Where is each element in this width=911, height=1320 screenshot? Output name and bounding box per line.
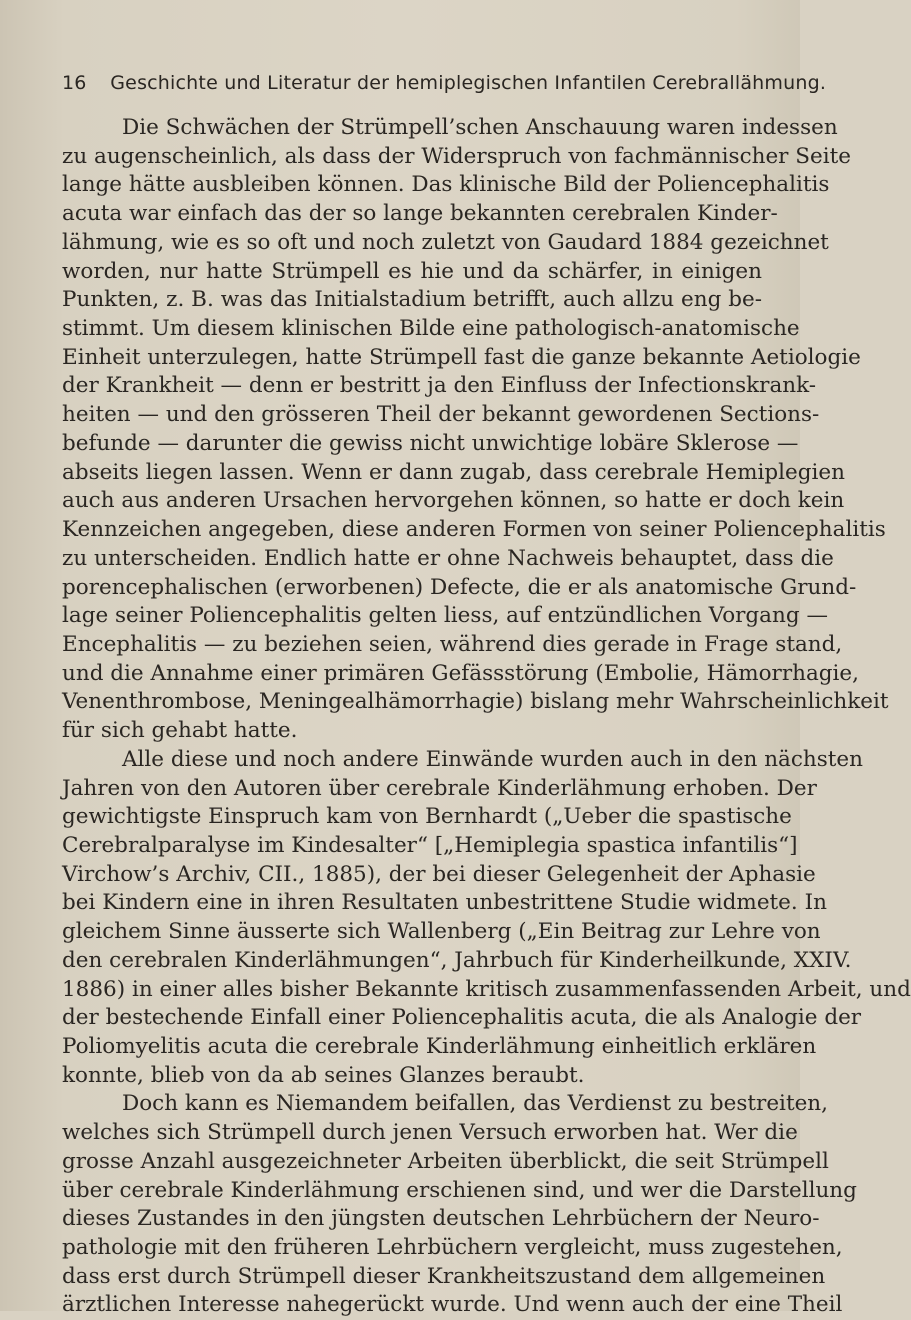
text-line: zu augenscheinlich, als dass der Widerspruch von fachmännischer Seite [62, 143, 851, 169]
text-line: zu unterscheiden. Endlich hatte er ohne Nachweis behauptet, dass die [62, 545, 834, 571]
text-line: Alle diese und noch andere Einwände wurden auch in den nächsten [122, 746, 863, 772]
text-line: Venenthrombose, Meningealhämorrhagie) bislang mehr Wahrscheinlichkeit [62, 689, 889, 715]
text-line: heiten — und den grösseren Theil der bekannt gewordenen Sections- [62, 402, 820, 428]
text-line: abseits liegen lassen. Wenn er dann zugab, dass cerebrale Hemiplegien [62, 459, 845, 485]
page-number: 16 [62, 72, 87, 94]
text-line: Einheit unterzulegen, hatte Strümpell fast die ganze bekannte Aetiologie [62, 344, 861, 370]
text-line: dieses Zustandes in den jüngsten deutschen Lehrbüchern der Neuro- [62, 1206, 820, 1232]
text-line: Poliomyelitis acuta die cerebrale Kinderlähmung einheitlich erklären [62, 1034, 817, 1059]
text-line: acuta war einfach das der so lange bekannten cerebralen Kinder- [62, 201, 778, 227]
text-line: lange hätte ausbleiben können. Das klinische Bild der Poliencephalitis [62, 172, 830, 198]
text-line: Doch kann es Niemandem beifallen, das Verdienst zu bestreiten, [122, 1091, 828, 1117]
text-line: Virchow’s Archiv, CII., 1885), der bei dieser Gelegenheit der Aphasie [62, 861, 816, 887]
text-line: auch aus anderen Ursachen hervorgehen können, so hatte er doch kein [62, 488, 845, 514]
running-head [62, 72, 827, 94]
text-line: über cerebrale Kinderlähmung erschienen sind, und wer die Darstellung [62, 1177, 857, 1203]
text-line: der bestechende Einfall einer Poliencephalitis acuta, die als Analogie der [62, 1005, 862, 1031]
text-line: gleichem Sinne äusserte sich Wallenberg („Ein Beitrag zur Lehre von [62, 919, 821, 945]
body-text [62, 114, 911, 1320]
text-line: befunde — darunter die gewiss nicht unwichtige lobäre Sklerose — [62, 430, 799, 456]
text-line: den cerebralen Kinderlähmungen“, Jahrbuch für Kinderheilkunde, XXIV. [62, 947, 852, 973]
text-line: der Krankheit — denn er bestritt ja den Einfluss der Infectionskrank- [62, 373, 817, 399]
text-line: und die Annahme einer primären Gefässstörung (Embolie, Hämorrhagie, [62, 660, 859, 686]
text-line: Cerebralparalyse im Kindesalter“ [„Hemiplegia spastica infantilis“] [62, 832, 798, 858]
text-line: Kennzeichen angegeben, diese anderen Formen von seiner Poliencephalitis [62, 517, 886, 543]
text-line: bei Kindern eine in ihren Resultaten unbestrittene Studie widmete. In [62, 890, 827, 916]
text-line: Die Schwächen der Strümpell’schen Anschauung waren indessen [122, 115, 838, 140]
text-line: stimmt. Um diesem klinischen Bilde eine pathologisch-anatomische [62, 316, 800, 342]
text-line: welches sich Strümpell durch jenen Versuch erworben hat. Wer die [62, 1120, 798, 1146]
text-line: 1886) in einer alles bisher Bekannte kritisch zusammenfassenden Arbeit, und [62, 976, 911, 1002]
text-line: porencephalischen (erworbenen) Defecte, die er als anatomische Grund- [62, 574, 857, 600]
text-line: pathologie mit den früheren Lehrbüchern vergleicht, muss zugestehen, [62, 1235, 843, 1261]
running-title: Geschichte und Literatur der hemiplegischen Infantilen Cerebrallähmung. [110, 72, 827, 94]
text-line: gewichtigste Einspruch kam von Bernhardt („Ueber die spastische [62, 804, 792, 830]
text-line: lage seiner Poliencephalitis gelten liess, auf entzündlichen Vorgang — [62, 603, 828, 629]
text-line: grosse Anzahl ausgezeichneter Arbeiten überblickt, die seit Strümpell [62, 1148, 829, 1174]
text-line: für sich gehabt hatte. [62, 718, 298, 744]
text-line: Punkten, z. B. was das Initialstadium betrifft, auch allzu eng be- [62, 287, 762, 313]
text-line: lähmung, wie es so oft und noch zuletzt von Gaudard 1884 gezeichnet [62, 229, 829, 255]
text-line: Encephalitis — zu beziehen seien, während dies gerade in Frage stand, [62, 631, 843, 657]
text-line: dass erst durch Strümpell dieser Krankheitszustand dem allgemeinen [62, 1263, 826, 1289]
text-line: ärztlichen Interesse nahegerückt wurde. Und wenn auch der eine Theil [62, 1292, 843, 1318]
text-line: Jahren von den Autoren über cerebrale Kinderlähmung erhoben. Der [62, 775, 817, 801]
text-line: worden, nur hatte Strümpell es hie und da schärfer, in einigen [62, 258, 762, 284]
text-line: konnte, blieb von da ab seines Glanzes beraubt. [62, 1062, 585, 1088]
